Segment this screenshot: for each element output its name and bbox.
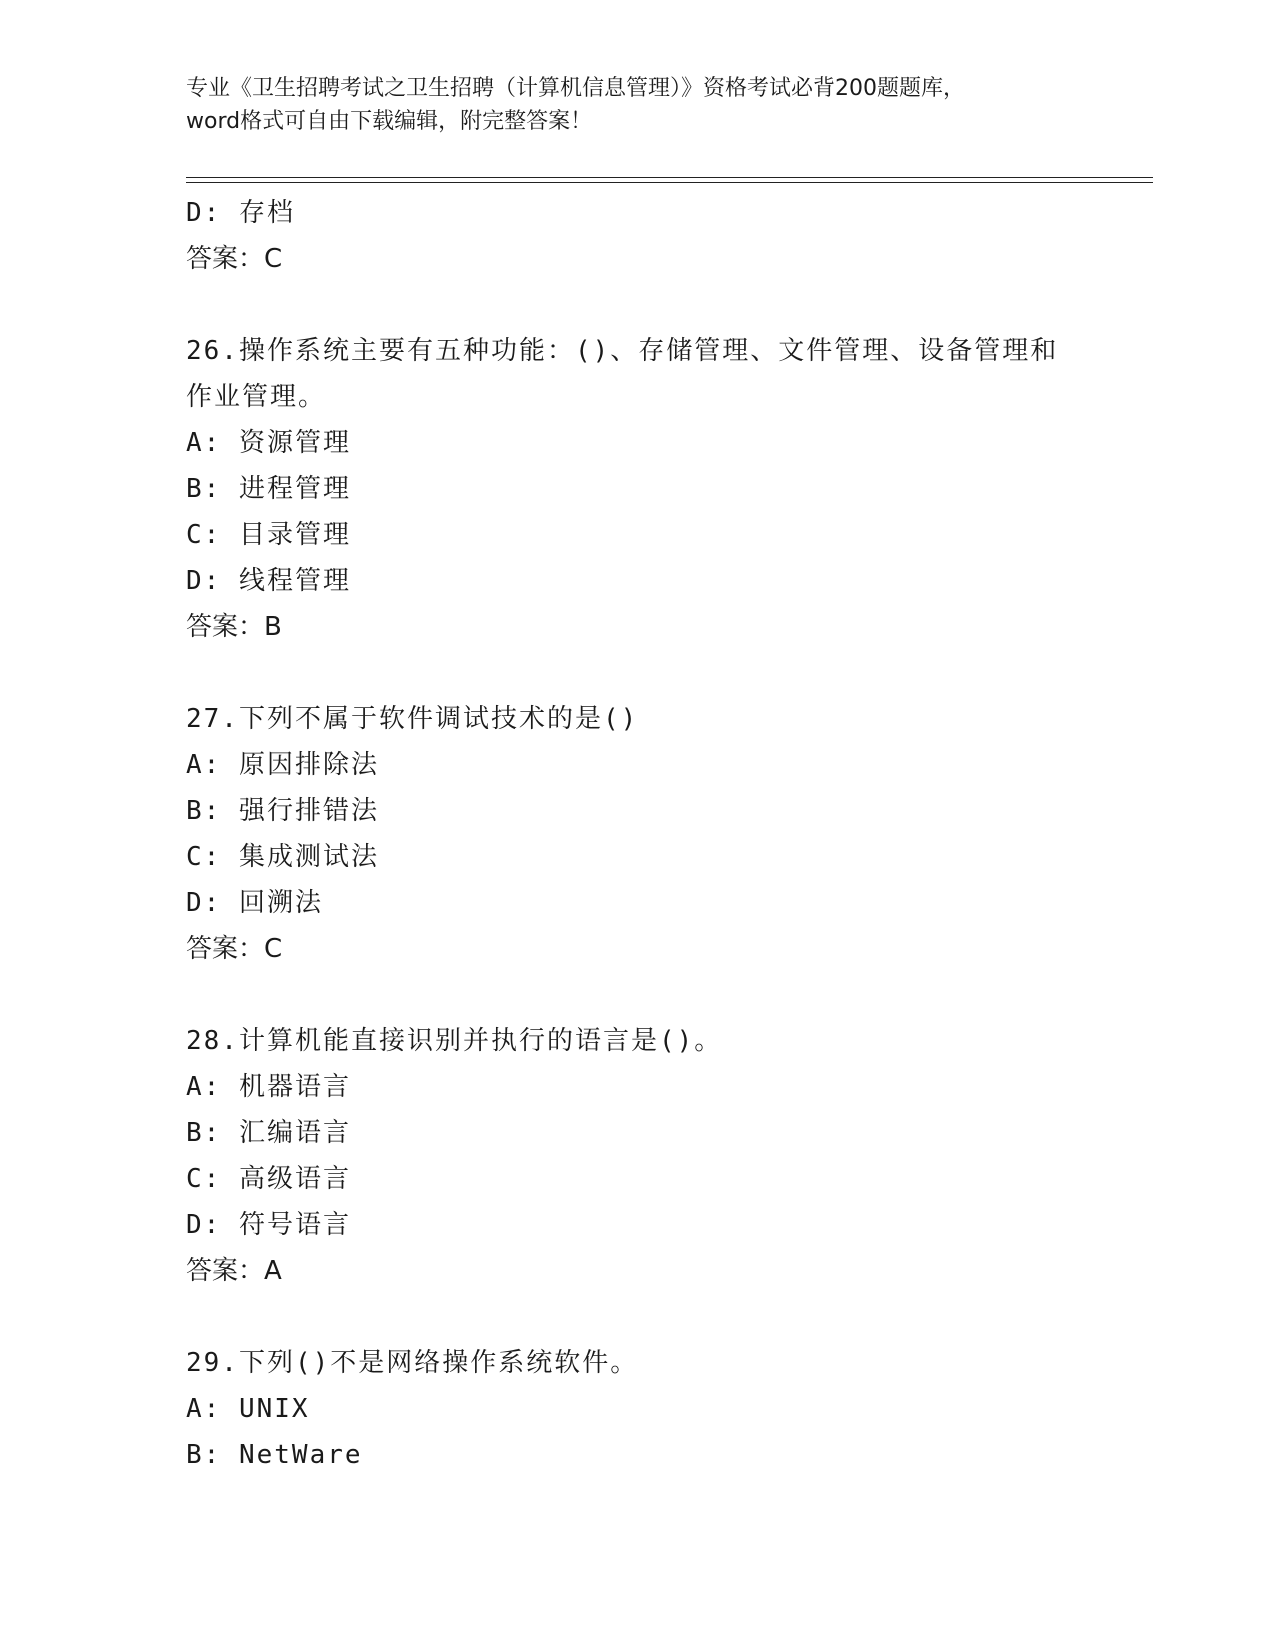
header-divider-top (186, 177, 1153, 178)
option-a: A: 资源管理 (186, 428, 351, 458)
option-b: B: NetWare (186, 1440, 363, 1470)
document-header (186, 72, 1086, 138)
header-divider-bottom (186, 182, 1153, 183)
option-b: B: 强行排错法 (186, 796, 379, 826)
spacer (186, 650, 1086, 696)
option-a: A: 机器语言 (186, 1072, 351, 1102)
question-content (186, 190, 1086, 1478)
spacer (186, 972, 1086, 1018)
question-stem-continued: 作业管理。 (186, 382, 327, 412)
header-title-line-1: 专业《卫生招聘考试之卫生招聘（计算机信息管理）》资格考试必背200题题库， (186, 76, 965, 101)
question-28 (186, 1018, 1086, 1294)
option-d: D: 回溯法 (186, 888, 323, 918)
option-d: D: 符号语言 (186, 1210, 351, 1240)
question-29 (186, 1340, 1086, 1478)
option-c: C: 目录管理 (186, 520, 351, 550)
option-b: B: 进程管理 (186, 474, 351, 504)
question-stem: 29.下列()不是网络操作系统软件。 (186, 1348, 639, 1378)
answer-line: 答案：C (186, 934, 283, 964)
question-stem: 27.下列不属于软件调试技术的是() (186, 704, 639, 734)
spacer (186, 282, 1086, 328)
question-27 (186, 696, 1086, 972)
option-a: A: UNIX (186, 1394, 310, 1424)
option-d: D: 存档 (186, 198, 295, 228)
question-26 (186, 328, 1086, 650)
spacer (186, 1294, 1086, 1340)
question-stem: 26.操作系统主要有五种功能：()、存储管理、文件管理、设备管理和 (186, 336, 1059, 366)
answer-line: 答案：B (186, 612, 282, 642)
header-title-line-2: word格式可自由下载编辑，附完整答案！ (186, 109, 593, 134)
option-b: B: 汇编语言 (186, 1118, 351, 1148)
option-a: A: 原因排除法 (186, 750, 379, 780)
question-stem: 28.计算机能直接识别并执行的语言是()。 (186, 1026, 723, 1056)
option-c: C: 高级语言 (186, 1164, 351, 1194)
option-d: D: 线程管理 (186, 566, 351, 596)
answer-line: 答案：C (186, 244, 283, 274)
option-c: C: 集成测试法 (186, 842, 379, 872)
answer-line: 答案：A (186, 1256, 282, 1286)
